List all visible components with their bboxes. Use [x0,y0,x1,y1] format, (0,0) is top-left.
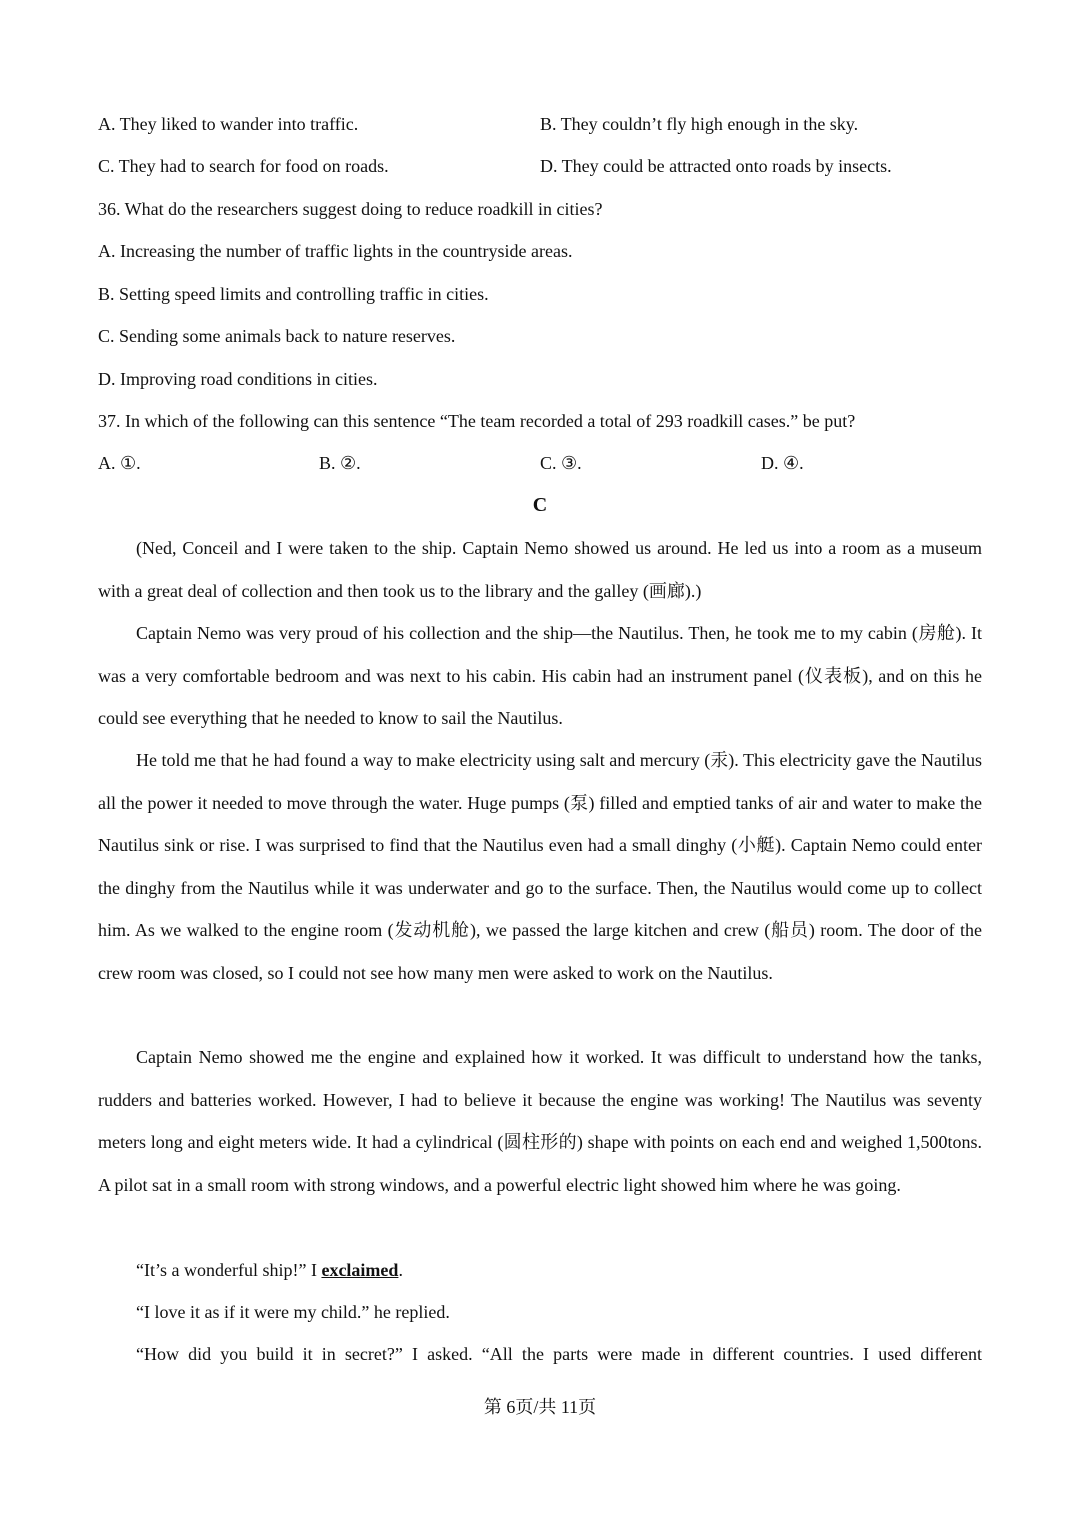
q37-option-a: A. ①. [98,453,141,473]
q36-option-d: D. Improving road conditions in cities. [98,369,378,389]
quote-text: “It’s a wonderful ship!” I [136,1260,322,1280]
passage-paragraph-1: (Ned, Conceil and I were taken to the ship. Captain Nemo showed us around. He led us into a room as a museum with a great deal of collection and then took us to the library and the galley (画廊).) [98,538,982,601]
passage-paragraph-7: “How did you build it in secret?” I asked. “All the parts were made in different countries. I used different [136,1344,982,1364]
period: . [398,1260,403,1280]
q36-stem: 36. What do the researchers suggest doing to reduce roadkill in cities? [98,199,603,219]
section-heading: C [532,494,548,516]
q37-stem: 37. In which of the following can this sentence “The team recorded a total of 293 roadkill cases.” be put? [98,411,856,431]
passage-paragraph-3: He told me that he had found a way to make electricity using salt and mercury (汞). This electricity gave the Nautilus all the power it needed to move through the water. Huge pumps (泵) filled and emptied tanks of air and water to make the Nautilus sink or rise. I was surprised to find that the Nautilus even had a small dinghy (小艇). Captain Nemo could enter the dinghy from the Nautilus while it was underwater and go to the surface. Then, the Nautilus would come up to collect him. As we walked to the engine room (发动机舱), we passed the large kitchen and crew (船员) room. The door of the crew room was closed, so I could not see how many men were asked to work on the Nautilus. [98,750,982,983]
passage-paragraph-6: “I love it as if it were my child.” he replied. [136,1302,450,1322]
q35-option-d: D. They could be attracted onto roads by insects. [540,156,892,176]
q35-option-a: A. They liked to wander into traffic. [98,114,359,134]
passage-paragraph-2: Captain Nemo was very proud of his collection and the ship—the Nautilus. Then, he took me to my cabin (房舱). It was a very comfortable bedroom and was next to his cabin. His cabin had an instrument panel (仪表板), and on this he could see everything that he needed to know to sail the Nautilus. [98,623,982,728]
q36-option-a: A. Increasing the number of traffic lights in the countryside areas. [98,241,573,261]
q37-option-b: B. ②. [319,453,361,473]
q37-option-c: C. ③. [540,453,582,473]
q37-option-d: D. ④. [761,453,804,473]
q36-option-b: B. Setting speed limits and controlling traffic in cities. [98,284,489,304]
q35-option-c: C. They had to search for food on roads. [98,156,389,176]
underlined-word: exclaimed [321,1260,399,1280]
passage-paragraph-4: Captain Nemo showed me the engine and explained how it worked. It was difficult to understand how the tanks, rudders and batteries worked. However, I had to believe it because the engine was working! The Nautilus was seventy meters long and eight meters wide. It had a cylindrical (圆柱形的) shape with points on each end and weighed 1,500tons. A pilot sat in a small room with strong windows, and a powerful electric light showed him where he was going. [98,1047,982,1195]
q35-option-b: B. They couldn’t fly high enough in the sky. [540,114,859,134]
passage-paragraph-5 [136,1259,403,1281]
q36-option-c: C. Sending some animals back to nature reserves. [98,326,456,346]
page-footer: 第 6页/共 11页 [483,1397,597,1417]
